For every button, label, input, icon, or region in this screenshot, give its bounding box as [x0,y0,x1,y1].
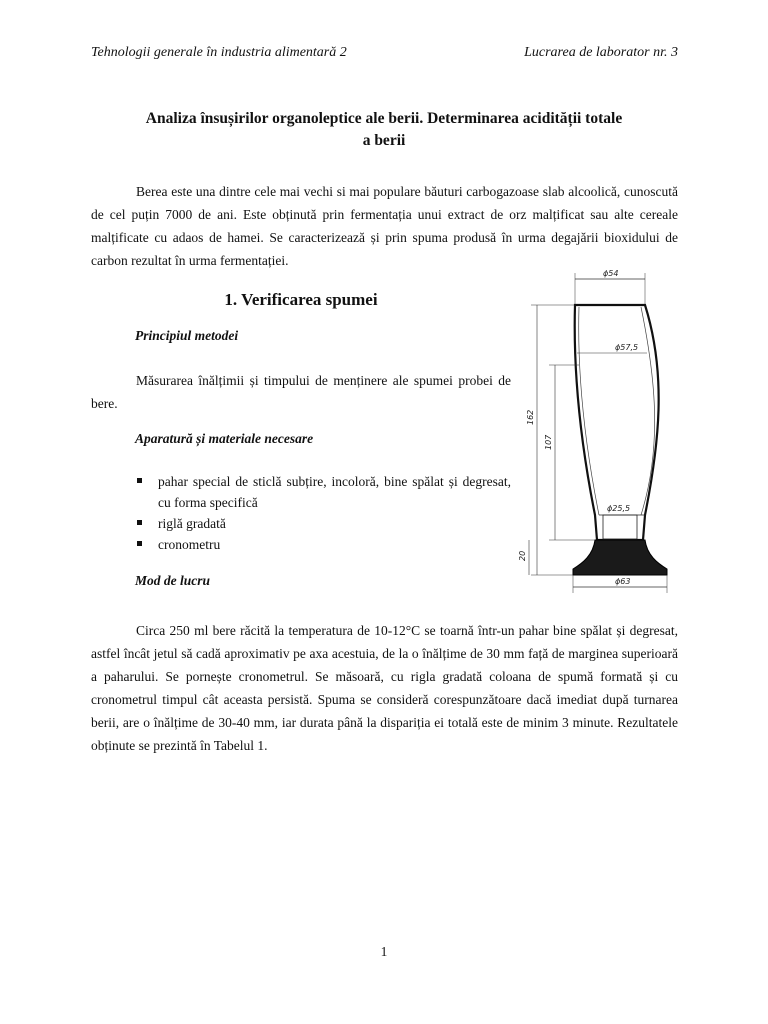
glass-foot [573,540,667,575]
document-title [100,108,668,152]
running-header-course: Tehnologii generale în industria alimentară 2 [91,45,347,60]
running-header-lab: Lucrarea de laborator nr. 3 [524,45,678,60]
dim-base-diameter: ϕ63 [615,577,631,586]
dim-total-height: 162 [526,409,535,425]
dim-bowl-height: 107 [544,434,553,450]
principle-heading: Principiul metodei [135,328,239,343]
page-number: 1 [380,944,388,959]
method-paragraph: Circa 250 ml bere răcită la temperatura de 10-12°C se toarnă într-un pahar bine spălat și degresat, astfel încât jetul să cadă aproximativ pe axa acestuia, de la o înălțime de 30 mm față de marginea superioară a paharului. Se pornește cronometrul. Se măsoară, cu rigla gradată coloana de spumă formată și cu cronometrul timpul cât aceasta persistă. Spuma se consideră corespunzătoare dacă imediat după turnarea berii, are o înălțime de 30-40 mm, iar durata până la dispariția ei totală este de minim 3 minute. Rezultatele obținute se prezintă în Tabelul 1. [91,623,678,753]
document-title-line-2: a berii [362,132,406,149]
section-heading: 1. Verificarea spumei [224,290,378,309]
apparatus-item: cronometru [135,534,511,555]
document-title-line-1: Analiza însușirilor organoleptice ale berii. Determinarea acidității totale [145,110,623,127]
dim-mid-diameter: ϕ57,5 [615,343,639,352]
principle-paragraph: Măsurarea înălțimii și timpului de menținere ale spumei probei de bere. [91,373,511,411]
method-heading: Mod de lucru [135,573,211,588]
apparatus-list [135,471,511,555]
apparatus-heading: Aparatură și materiale necesare [135,431,314,446]
apparatus-item: pahar special de sticlă subțire, incoloră, bine spălat și degresat, cu forma specifică [135,471,511,513]
intro-paragraph: Berea este una dintre cele mai vechi si mai populare băuturi carbogazoase slab alcoolică, cunoscută de cel puțin 7000 de ani. Este obținută prin fermentația unui extract de orz malțificat sau alte cereale malțificate cu adaos de hamei. Se caracterizează și prin spuma produsă în urma degajării bioxidului de carbon rezultat în urma fermentației. [91,184,678,268]
dim-inner-diameter: ϕ25,5 [607,504,631,513]
dim-foot-height: 20 [518,550,527,561]
beer-glass-drawing [515,265,680,600]
dim-top-diameter: ϕ54 [603,269,619,278]
apparatus-item: riglă gradată [135,513,511,534]
